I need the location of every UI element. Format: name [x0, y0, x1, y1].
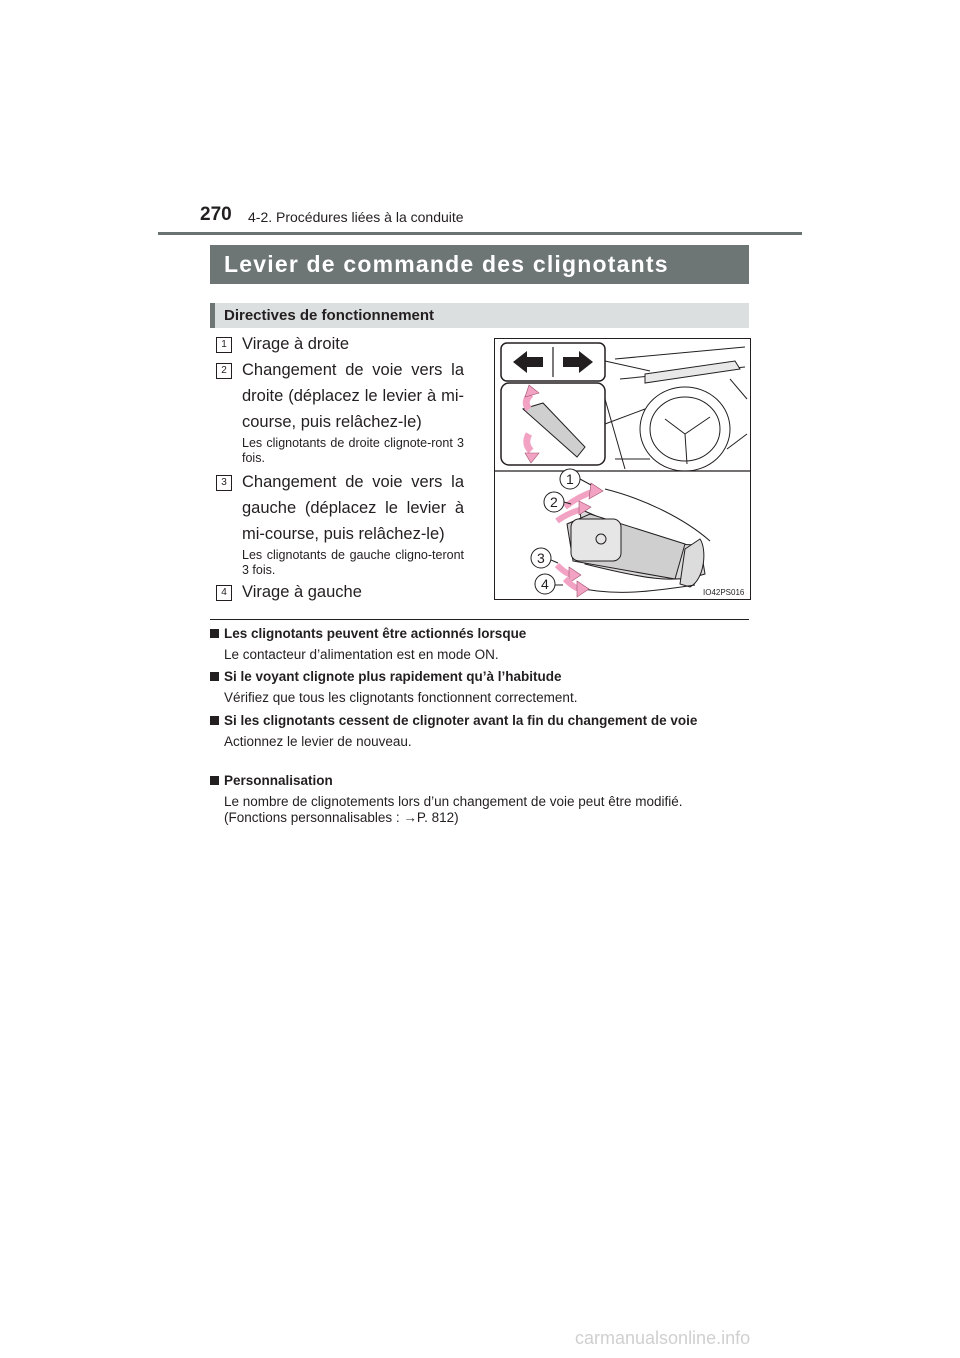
lever-illustration-svg — [495, 339, 750, 599]
figure-code: IO42PS016 — [703, 588, 745, 597]
note-4 — [210, 773, 749, 826]
note-heading-text: Si les clignotants cessent de clignoter avant la fin du changement de voie — [224, 713, 698, 728]
subtitle-text: Directives de fonctionnement — [224, 307, 435, 324]
square-bullet-icon — [210, 672, 219, 681]
section-rule — [210, 619, 749, 620]
indicator-arrows-box — [501, 343, 650, 381]
item-text-1: Virage à droite — [242, 335, 350, 353]
subtitle-accent — [210, 303, 215, 328]
page-header — [200, 204, 748, 234]
note-3 — [210, 713, 749, 750]
callout-1-label: 1 — [566, 471, 574, 487]
square-bullet-icon — [210, 776, 219, 785]
note-heading — [210, 713, 749, 729]
callout-2-label: 2 — [550, 494, 558, 510]
title-bar — [210, 245, 749, 284]
item-number-2: 2 — [216, 363, 232, 379]
note-1 — [210, 626, 749, 663]
inset-lever-box — [501, 383, 645, 465]
item-text-2: Changement de voie vers la droite (déplacez le levier à mi-course, puis relâchez-le) — [242, 361, 464, 431]
note-heading-text: Personnalisation — [224, 773, 333, 788]
item-number-4: 4 — [216, 585, 232, 601]
page-title: Levier de commande des clignotants — [224, 251, 669, 277]
item-note-2: Les clignotants de droite clignote-ront 3 fois. — [242, 436, 464, 465]
note-body: Le contacteur d’alimentation est en mode ON. — [224, 647, 499, 662]
note-body: Actionnez le levier de nouveau. — [224, 734, 412, 749]
note-heading — [210, 669, 749, 685]
note-heading-text: Les clignotants peuvent être actionnés lorsque — [224, 626, 527, 641]
footer-watermark: carmanualsonline.info — [575, 1328, 751, 1348]
square-bullet-icon — [210, 716, 219, 725]
section-reference: 4-2. Procédures liées à la conduite — [248, 209, 464, 225]
subtitle-bar — [210, 303, 749, 328]
item-text-4: Virage à gauche — [242, 583, 362, 601]
header-rule — [158, 232, 802, 235]
note-body: Le nombre de clignotements lors d’un changement de voie peut être modifié. (Fonctions personnalisables : →P. 812) — [224, 794, 683, 825]
note-body: Vérifiez que tous les clignotants fonctionnent correctement. — [224, 690, 578, 705]
square-bullet-icon — [210, 629, 219, 638]
item-note-3: Les clignotants de gauche cligno-teront 3 fois. — [242, 548, 464, 577]
main-lever — [567, 489, 710, 592]
item-number-1: 1 — [216, 337, 232, 353]
callout-4-label: 4 — [541, 576, 549, 592]
item-number-3: 3 — [216, 475, 232, 491]
item-text-3: Changement de voie vers la gauche (déplacez le levier à mi-course, puis relâchez-le) — [242, 473, 464, 543]
note-heading-text: Si le voyant clignote plus rapidement qu’à l’habitude — [224, 669, 562, 684]
note-heading — [210, 626, 749, 642]
page-number: 270 — [200, 204, 232, 225]
turn-signal-lever-illustration — [494, 338, 751, 600]
callout-3-label: 3 — [537, 550, 545, 566]
note-heading — [210, 773, 749, 789]
note-2 — [210, 669, 749, 706]
